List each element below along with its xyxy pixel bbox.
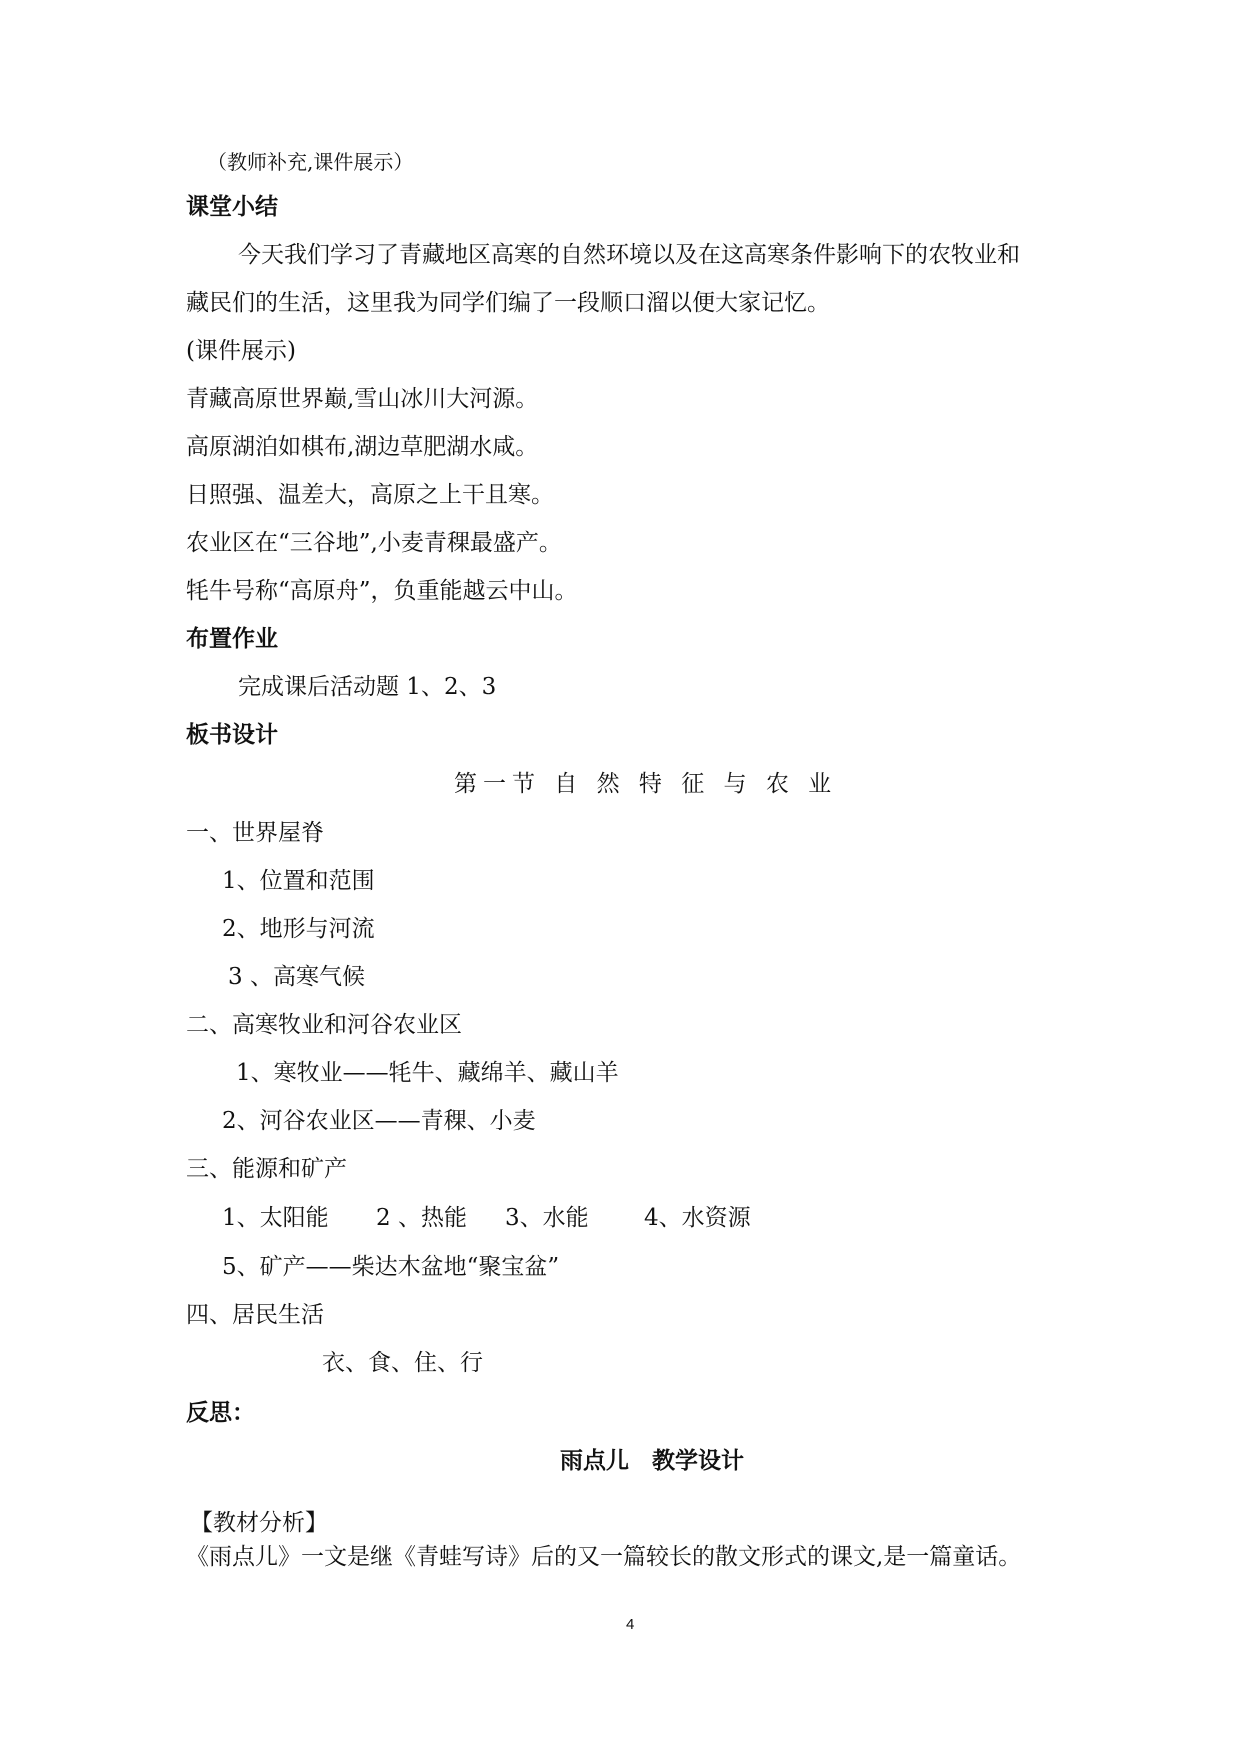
board-subitem-3-3: 3、水能 bbox=[505, 1205, 589, 1231]
board-subitem-1-2: 2、地形与河流 bbox=[222, 916, 375, 942]
board-item-2: 二、高寒牧业和河谷农业区 bbox=[186, 1012, 462, 1038]
rhyme-line-5: 牦牛号称“高原舟”，负重能越云中山。 bbox=[186, 578, 578, 604]
rhyme-line-3: 日照强、温差大，高原之上干且寒。 bbox=[186, 482, 554, 508]
board-item-4: 四、居民生活 bbox=[186, 1302, 324, 1328]
board-subitem-3-4: 4、水资源 bbox=[644, 1205, 751, 1231]
rhyme-line-1: 青藏高原世界巅,雪山冰川大河源。 bbox=[186, 386, 539, 412]
courseware-note: (课件展示) bbox=[186, 338, 296, 364]
material-analysis-text: 《雨点儿》一文是继《青蛙写诗》后的又一篇较长的散文形式的课文,是一篇童话。 bbox=[186, 1544, 1022, 1570]
board-subitem-1-1: 1、位置和范围 bbox=[222, 868, 375, 894]
material-analysis-heading: 【教材分析】 bbox=[190, 1510, 328, 1536]
board-item-3: 三、能源和矿产 bbox=[186, 1156, 347, 1182]
board-subitem-2-1: 1、寒牧业——牦牛、藏绵羊、藏山羊 bbox=[236, 1060, 619, 1086]
summary-paragraph-line-2: 藏民们的生活，这里我为同学们编了一段顺口溜以便大家记忆。 bbox=[186, 290, 830, 316]
section-heading-summary: 课堂小结 bbox=[186, 194, 278, 220]
page-number: 4 bbox=[626, 1616, 635, 1633]
lesson-title: 雨点儿 教学设计 bbox=[560, 1448, 744, 1474]
board-title: 第一节 自 然 特 征 与 农 业 bbox=[454, 771, 838, 797]
board-subitem-3-2: 2 、热能 bbox=[376, 1205, 467, 1231]
board-item-1: 一、世界屋脊 bbox=[186, 820, 324, 846]
board-subitem-4-1: 衣、食、住、行 bbox=[322, 1350, 483, 1376]
summary-paragraph-line-1: 今天我们学习了青藏地区高寒的自然环境以及在这高寒条件影响下的农牧业和 bbox=[238, 242, 1020, 268]
board-subitem-3-5: 5、矿产——柴达木盆地“聚宝盆” bbox=[222, 1254, 560, 1280]
homework-text: 完成课后活动题 1、2、3 bbox=[238, 674, 497, 700]
board-subitem-1-3: 3 、高寒气候 bbox=[228, 964, 365, 990]
board-subitem-3-1: 1、太阳能 bbox=[222, 1205, 329, 1231]
board-subitem-2-2: 2、河谷农业区——青稞、小麦 bbox=[222, 1108, 536, 1134]
teacher-note: （教师补充,课件展示） bbox=[207, 150, 414, 174]
section-heading-reflection: 反思： bbox=[186, 1400, 255, 1426]
section-heading-homework: 布置作业 bbox=[186, 626, 278, 652]
rhyme-line-4: 农业区在“三谷地”,小麦青稞最盛产。 bbox=[186, 530, 562, 556]
rhyme-line-2: 高原湖泊如棋布,湖边草肥湖水咸。 bbox=[186, 434, 539, 460]
section-heading-board-design: 板书设计 bbox=[186, 722, 278, 748]
